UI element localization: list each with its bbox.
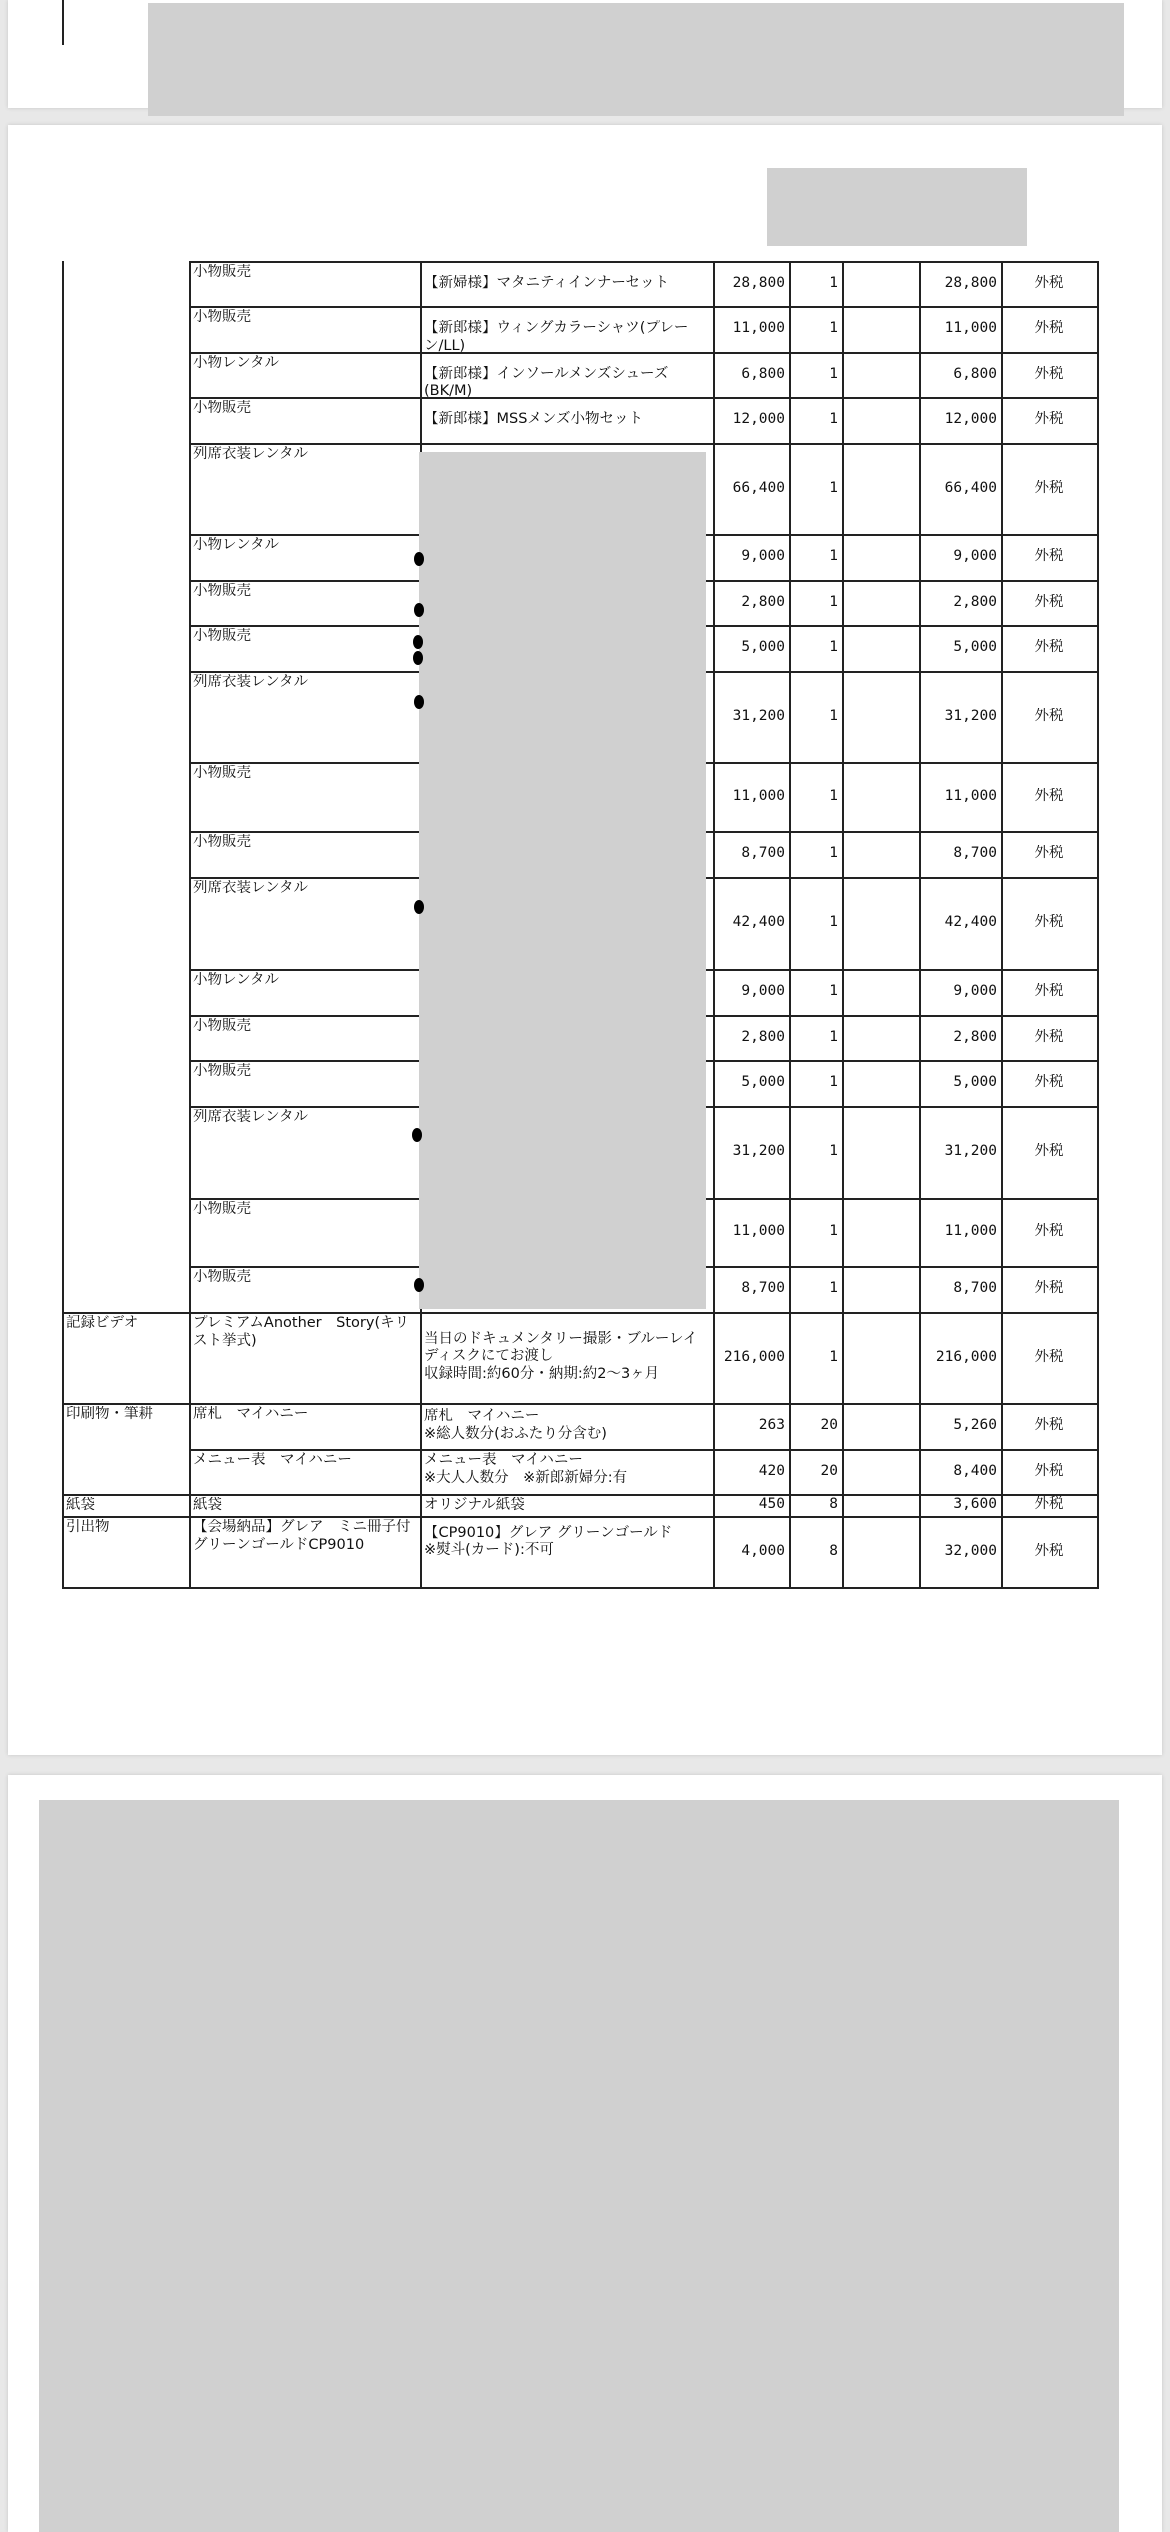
cell-tax: 外税 bbox=[1034, 1280, 1064, 1296]
cell-price: 2,800 bbox=[741, 593, 785, 610]
table-hline bbox=[189, 306, 1099, 308]
cell-amount: 66,400 bbox=[944, 479, 997, 496]
cell-price: 5,000 bbox=[741, 1074, 785, 1090]
cell-tax: 外税 bbox=[1034, 274, 1064, 291]
cell-detail: 【新郎様】ウィングカラーシャツ(プレーン/LL) bbox=[424, 320, 689, 354]
cell-price: 31,200 bbox=[732, 707, 785, 724]
cell-price: 216,000 bbox=[723, 1348, 785, 1365]
cell-qty: 1 bbox=[829, 411, 838, 427]
cell-qty: 1 bbox=[829, 274, 838, 291]
table-hline bbox=[62, 1403, 1099, 1405]
cell-qty: 1 bbox=[829, 639, 838, 655]
table-border-fragment bbox=[62, 0, 64, 45]
cell-item: 小物販売 bbox=[193, 834, 251, 850]
cell-detail: 【CP9010】グレア グリーンゴールド ※熨斗(カード):不可 bbox=[424, 1524, 673, 1559]
ink-mark bbox=[412, 1128, 422, 1142]
cell-item: 小物レンタル bbox=[193, 972, 280, 988]
cell-amount: 6,800 bbox=[953, 365, 997, 382]
cell-amount: 2,800 bbox=[953, 593, 997, 610]
cell-tax: 外税 bbox=[1034, 320, 1064, 336]
cell-qty: 8 bbox=[829, 1542, 838, 1559]
cell-price: 9,000 bbox=[741, 983, 785, 999]
cell-price: 4,000 bbox=[741, 1542, 785, 1559]
cell-category: 印刷物・筆耕 bbox=[66, 1406, 153, 1422]
cell-qty: 1 bbox=[829, 983, 838, 999]
cell-amount: 216,000 bbox=[935, 1348, 997, 1365]
cell-tax: 外税 bbox=[1034, 1348, 1064, 1365]
cell-amount: 2,800 bbox=[953, 1028, 997, 1045]
cell-qty: 1 bbox=[829, 707, 838, 724]
cell-detail: メニュー表 マイハニー ※大人人数分 ※新郎新婦分:有 bbox=[424, 1452, 628, 1486]
cell-item: 列席衣装レンタル bbox=[193, 446, 309, 462]
cell-qty: 1 bbox=[829, 365, 838, 382]
cell-tax: 外税 bbox=[1034, 707, 1064, 724]
cell-amount: 31,200 bbox=[944, 707, 997, 724]
cell-amount: 42,400 bbox=[944, 914, 997, 930]
cell-tax: 外税 bbox=[1034, 845, 1064, 861]
cell-price: 31,200 bbox=[732, 1143, 785, 1159]
cell-item: 小物販売 bbox=[193, 1201, 251, 1217]
cell-qty: 20 bbox=[820, 1417, 838, 1433]
cell-item: 小物販売 bbox=[193, 765, 251, 781]
cell-amount: 31,200 bbox=[944, 1143, 997, 1159]
cell-tax: 外税 bbox=[1034, 1462, 1064, 1479]
cell-item: プレミアムAnother Story(キリスト挙式) bbox=[193, 1315, 410, 1349]
cell-price: 5,000 bbox=[741, 639, 785, 655]
cell-tax: 外税 bbox=[1034, 639, 1064, 655]
cell-qty: 1 bbox=[829, 914, 838, 930]
cell-tax: 外税 bbox=[1034, 787, 1064, 804]
cell-item: 小物レンタル bbox=[193, 537, 280, 553]
cell-qty: 1 bbox=[829, 479, 838, 496]
redacted-page-block bbox=[39, 1800, 1119, 2532]
cell-item: 列席衣装レンタル bbox=[193, 1109, 309, 1125]
cell-price: 11,000 bbox=[732, 787, 785, 804]
cell-price: 66,400 bbox=[732, 479, 785, 496]
table-hline bbox=[189, 443, 1099, 445]
table-vline bbox=[1097, 261, 1099, 1587]
cell-tax: 外税 bbox=[1034, 365, 1064, 382]
cell-amount: 11,000 bbox=[944, 320, 997, 336]
cell-price: 11,000 bbox=[732, 320, 785, 336]
cell-qty: 1 bbox=[829, 548, 838, 564]
ink-mark bbox=[414, 900, 424, 914]
cell-amount: 11,000 bbox=[944, 787, 997, 804]
cell-qty: 1 bbox=[829, 1223, 838, 1239]
cell-item: 【会場納品】グレア ミニ冊子付グリーンゴールドCP9010 bbox=[193, 1519, 411, 1553]
cell-detail: 【新婦様】マタニティインナーセット bbox=[424, 274, 670, 291]
cell-amount: 3,600 bbox=[953, 1496, 997, 1512]
cell-amount: 8,400 bbox=[953, 1462, 997, 1479]
table-vline bbox=[62, 261, 64, 1587]
cell-tax: 外税 bbox=[1034, 1074, 1064, 1090]
cell-qty: 1 bbox=[829, 1348, 838, 1365]
table-hline bbox=[62, 1312, 1099, 1314]
cell-detail: オリジナル紙袋 bbox=[424, 1497, 525, 1513]
redacted-detail-block bbox=[419, 452, 706, 1309]
table-hline bbox=[189, 1449, 1099, 1451]
table-hline bbox=[62, 1516, 1099, 1518]
cell-item: 小物販売 bbox=[193, 1063, 251, 1079]
page-sheet-top bbox=[8, 0, 1162, 108]
cell-tax: 外税 bbox=[1034, 593, 1064, 610]
cell-tax: 外税 bbox=[1034, 548, 1064, 564]
cell-tax: 外税 bbox=[1034, 1223, 1064, 1239]
cell-qty: 1 bbox=[829, 1074, 838, 1090]
cell-detail: 席札 マイハニー ※総人数分(おふたり分含む) bbox=[424, 1408, 607, 1442]
cell-item: 列席衣装レンタル bbox=[193, 880, 309, 896]
redacted-block bbox=[148, 3, 1124, 116]
cell-amount: 5,000 bbox=[953, 639, 997, 655]
cell-price: 11,000 bbox=[732, 1223, 785, 1239]
cell-item: 小物販売 bbox=[193, 400, 251, 416]
table-vline bbox=[842, 261, 844, 1587]
cell-qty: 1 bbox=[829, 1280, 838, 1296]
table-vline bbox=[919, 261, 921, 1587]
cell-category: 引出物 bbox=[66, 1519, 110, 1535]
cell-detail: 【新郎様】MSSメンズ小物セット bbox=[424, 411, 643, 427]
cell-tax: 外税 bbox=[1034, 411, 1064, 427]
cell-price: 8,700 bbox=[741, 845, 785, 861]
cell-item: 小物販売 bbox=[193, 628, 251, 644]
page-sheet-bottom bbox=[8, 1775, 1162, 2532]
cell-tax: 外税 bbox=[1034, 1143, 1064, 1159]
cell-tax: 外税 bbox=[1034, 479, 1064, 496]
cell-item: 席札 マイハニー bbox=[193, 1406, 309, 1422]
cell-tax: 外税 bbox=[1034, 1417, 1064, 1433]
cell-qty: 1 bbox=[829, 1028, 838, 1045]
cell-amount: 32,000 bbox=[944, 1542, 997, 1559]
cell-price: 9,000 bbox=[741, 548, 785, 564]
ink-mark bbox=[413, 651, 423, 665]
table-vline bbox=[789, 261, 791, 1587]
cell-item: 小物レンタル bbox=[193, 355, 280, 371]
cell-amount: 5,260 bbox=[953, 1417, 997, 1433]
cell-amount: 8,700 bbox=[953, 1280, 997, 1296]
cell-price: 2,800 bbox=[741, 1028, 785, 1045]
cell-amount: 9,000 bbox=[953, 983, 997, 999]
cell-tax: 外税 bbox=[1034, 1028, 1064, 1045]
cell-tax: 外税 bbox=[1034, 983, 1064, 999]
cell-tax: 外税 bbox=[1034, 1496, 1064, 1512]
cell-item: 列席衣装レンタル bbox=[193, 674, 309, 690]
page-sheet-main bbox=[8, 125, 1162, 1755]
cell-item: 紙袋 bbox=[193, 1497, 222, 1513]
cell-price: 450 bbox=[758, 1496, 785, 1512]
cell-price: 6,800 bbox=[741, 365, 785, 382]
cell-price: 12,000 bbox=[732, 411, 785, 427]
cell-item: 小物販売 bbox=[193, 264, 251, 280]
ink-mark bbox=[414, 1278, 424, 1292]
cell-qty: 1 bbox=[829, 320, 838, 336]
redacted-header-block bbox=[767, 168, 1027, 246]
cell-qty: 1 bbox=[829, 845, 838, 861]
cell-amount: 9,000 bbox=[953, 548, 997, 564]
cell-price: 28,800 bbox=[732, 274, 785, 291]
cell-qty: 1 bbox=[829, 787, 838, 804]
table-vline bbox=[189, 261, 191, 1587]
cell-item: 小物販売 bbox=[193, 583, 251, 599]
cell-category: 記録ビデオ bbox=[66, 1315, 139, 1331]
table-hline bbox=[62, 1587, 1099, 1589]
cell-qty: 1 bbox=[829, 593, 838, 610]
cell-detail: 当日のドキュメンタリー撮影・ブルーレイディスクにてお渡し 収録時間:約60分・納期:約2〜3ヶ月 bbox=[424, 1330, 698, 1382]
cell-amount: 5,000 bbox=[953, 1074, 997, 1090]
cell-price: 420 bbox=[758, 1462, 785, 1479]
cell-item: メニュー表 マイハニー bbox=[193, 1452, 352, 1468]
table-vline bbox=[1001, 261, 1003, 1587]
cell-item: 小物販売 bbox=[193, 1269, 251, 1285]
cell-item: 小物販売 bbox=[193, 1018, 251, 1034]
cell-price: 42,400 bbox=[732, 914, 785, 930]
cell-category: 紙袋 bbox=[66, 1497, 95, 1513]
cell-price: 263 bbox=[758, 1417, 785, 1433]
cell-amount: 8,700 bbox=[953, 845, 997, 861]
cell-tax: 外税 bbox=[1034, 914, 1064, 930]
cell-price: 8,700 bbox=[741, 1280, 785, 1296]
ink-mark bbox=[413, 635, 423, 649]
cell-detail: 【新郎様】インソールメンズシューズ(BK/M) bbox=[424, 365, 669, 400]
cell-item: 小物販売 bbox=[193, 309, 251, 325]
cell-amount: 28,800 bbox=[944, 274, 997, 291]
cell-tax: 外税 bbox=[1034, 1542, 1064, 1559]
cell-qty: 1 bbox=[829, 1143, 838, 1159]
cell-qty: 20 bbox=[820, 1462, 838, 1479]
table-hline bbox=[189, 261, 1099, 263]
ink-mark bbox=[414, 695, 424, 709]
cell-qty: 8 bbox=[829, 1496, 838, 1512]
cell-amount: 11,000 bbox=[944, 1223, 997, 1239]
ink-mark bbox=[414, 603, 424, 617]
cell-amount: 12,000 bbox=[944, 411, 997, 427]
ink-mark bbox=[414, 552, 424, 566]
table-vline bbox=[713, 261, 715, 1587]
